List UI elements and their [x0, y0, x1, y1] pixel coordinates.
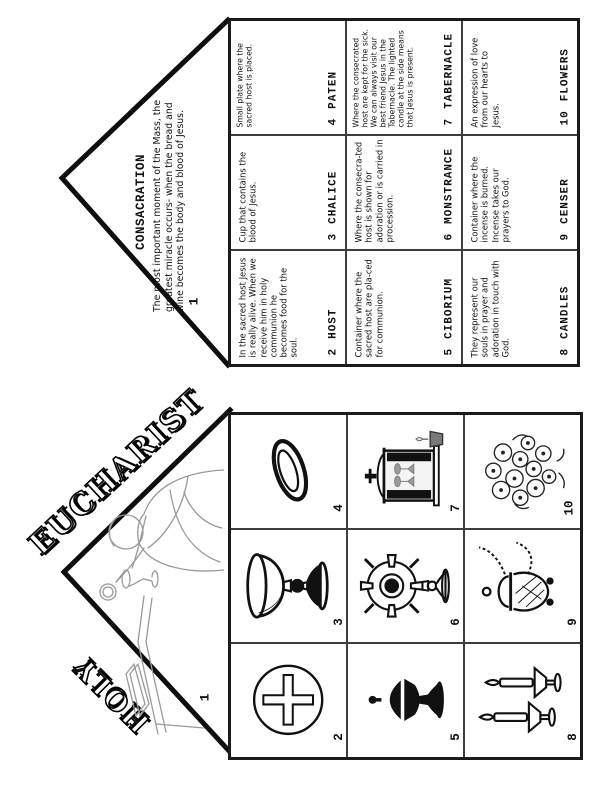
ciborium-icon — [362, 657, 450, 745]
picture-cell-host — [231, 644, 346, 757]
definition-label — [444, 33, 456, 126]
definition-text: Small plate where the sacred host is placed. — [235, 43, 254, 128]
definition-number: 9 — [559, 232, 572, 241]
definition-name: FLOWERS — [559, 48, 572, 102]
definition-number: 6 — [443, 232, 456, 241]
picture-cell-chalice — [231, 530, 346, 643]
definition-number: 2 — [327, 347, 340, 356]
definition-name: MONSTRANCE — [443, 147, 456, 224]
consecration-title: CONSACRATION — [134, 154, 148, 251]
picture-number: 3 — [332, 618, 346, 627]
definition-text: An expression of love from our hearts to Jesus. — [469, 37, 500, 128]
definition-text: Container where the incense is burned. Incense takes our prayers to God. — [469, 156, 511, 243]
definition-name: CANDLES — [559, 285, 572, 339]
definition-text: In the sacred host Jesus is really alive. When we receive him in holy communion he becomes food for the soul. — [237, 257, 299, 358]
picture-number: 8 — [566, 733, 580, 741]
censer-icon — [474, 538, 570, 634]
definition-name: CHALICE — [327, 170, 340, 224]
picture-cell-tabernacle — [348, 415, 463, 528]
priest-sketch-drawing — [92, 442, 224, 738]
flowers-icon — [475, 423, 571, 519]
picture-cell-ciborium — [348, 644, 463, 757]
candle-icon — [416, 432, 443, 447]
definition-cell-monstrance — [347, 136, 461, 249]
picture-cell-flowers — [465, 415, 580, 528]
definition-label — [560, 178, 572, 240]
monstrance-icon — [357, 538, 453, 634]
definition-label — [560, 48, 572, 125]
chalice-icon — [242, 540, 334, 632]
cover-title-eucharist: EUCHARIST — [22, 382, 212, 563]
definition-number: 3 — [327, 232, 340, 241]
definition-label — [560, 286, 572, 356]
cover-title-holy: HOLY — [67, 650, 157, 739]
definition-text: Where the consecrated host are kept for the sick. We can always visit our best friend Jesus in the Tabernacle. The lighted candle at the side means that Jesus is present. — [351, 29, 415, 128]
definition-name: CIBORIUM — [443, 278, 456, 339]
definition-number: 5 — [443, 347, 456, 356]
definition-cell-tabernacle — [347, 21, 461, 134]
picture-cell-monstrance — [348, 530, 463, 643]
definition-label — [328, 171, 340, 241]
pictures-grid — [228, 412, 583, 760]
definition-text: They represent our souls in prayer and adoration in touch with God. — [469, 260, 511, 358]
definition-text: Cup that contains the blood of Jesus. — [237, 151, 258, 243]
definition-text: Where the consecra-ted host is shown for adoration or is carried in procession. — [353, 139, 395, 243]
definition-label — [328, 308, 340, 355]
definition-number: 10 — [559, 110, 572, 126]
candles-icon — [475, 653, 571, 749]
picture-number: 7 — [449, 503, 463, 512]
definition-label — [328, 71, 340, 126]
picture-number: 9 — [566, 618, 580, 627]
picture-cell-candles — [465, 644, 580, 757]
definition-number: 8 — [559, 347, 572, 356]
picture-cell-censer — [465, 530, 580, 643]
definition-cell-ciborium — [347, 251, 461, 364]
tabernacle-icon — [358, 423, 454, 519]
picture-number: 10 — [562, 500, 577, 516]
host-icon — [243, 655, 335, 747]
picture-number: 6 — [449, 618, 463, 627]
picture-number: 5 — [449, 733, 463, 741]
consecration-text: The most important moment of the Mass, the greatest miracle occurs- when the bread and wine becomes the body and blood of Jesus. — [152, 99, 187, 312]
definition-label — [444, 278, 456, 355]
priest-elevation-sketch — [92, 442, 224, 738]
definition-number: 7 — [443, 117, 456, 126]
definitions-grid — [228, 18, 580, 367]
paten-icon — [243, 425, 335, 517]
definition-cell-censer — [463, 136, 577, 249]
picture-number: 4 — [332, 503, 346, 512]
definition-cell-host — [231, 251, 345, 364]
definition-name: CENSER — [559, 178, 572, 224]
definition-name: PATEN — [327, 70, 340, 109]
definition-name: HOST — [327, 308, 340, 339]
definition-cell-chalice — [231, 136, 345, 249]
cover-panel-number: 1 — [197, 693, 213, 702]
definition-text: Container where the sacred host are pla-ced for communion. — [353, 259, 384, 358]
picture-number: 2 — [332, 733, 346, 741]
picture-cell-paten — [231, 415, 346, 528]
definition-number: 4 — [327, 117, 340, 126]
definition-cell-paten — [231, 21, 345, 134]
definition-name: TABERNACLE — [443, 32, 456, 109]
definition-cell-flowers — [463, 21, 577, 134]
definition-label — [444, 148, 456, 241]
consecration-panel-number: 1 — [186, 297, 202, 306]
consecration-panel — [134, 84, 222, 320]
definition-cell-candles — [463, 251, 577, 364]
